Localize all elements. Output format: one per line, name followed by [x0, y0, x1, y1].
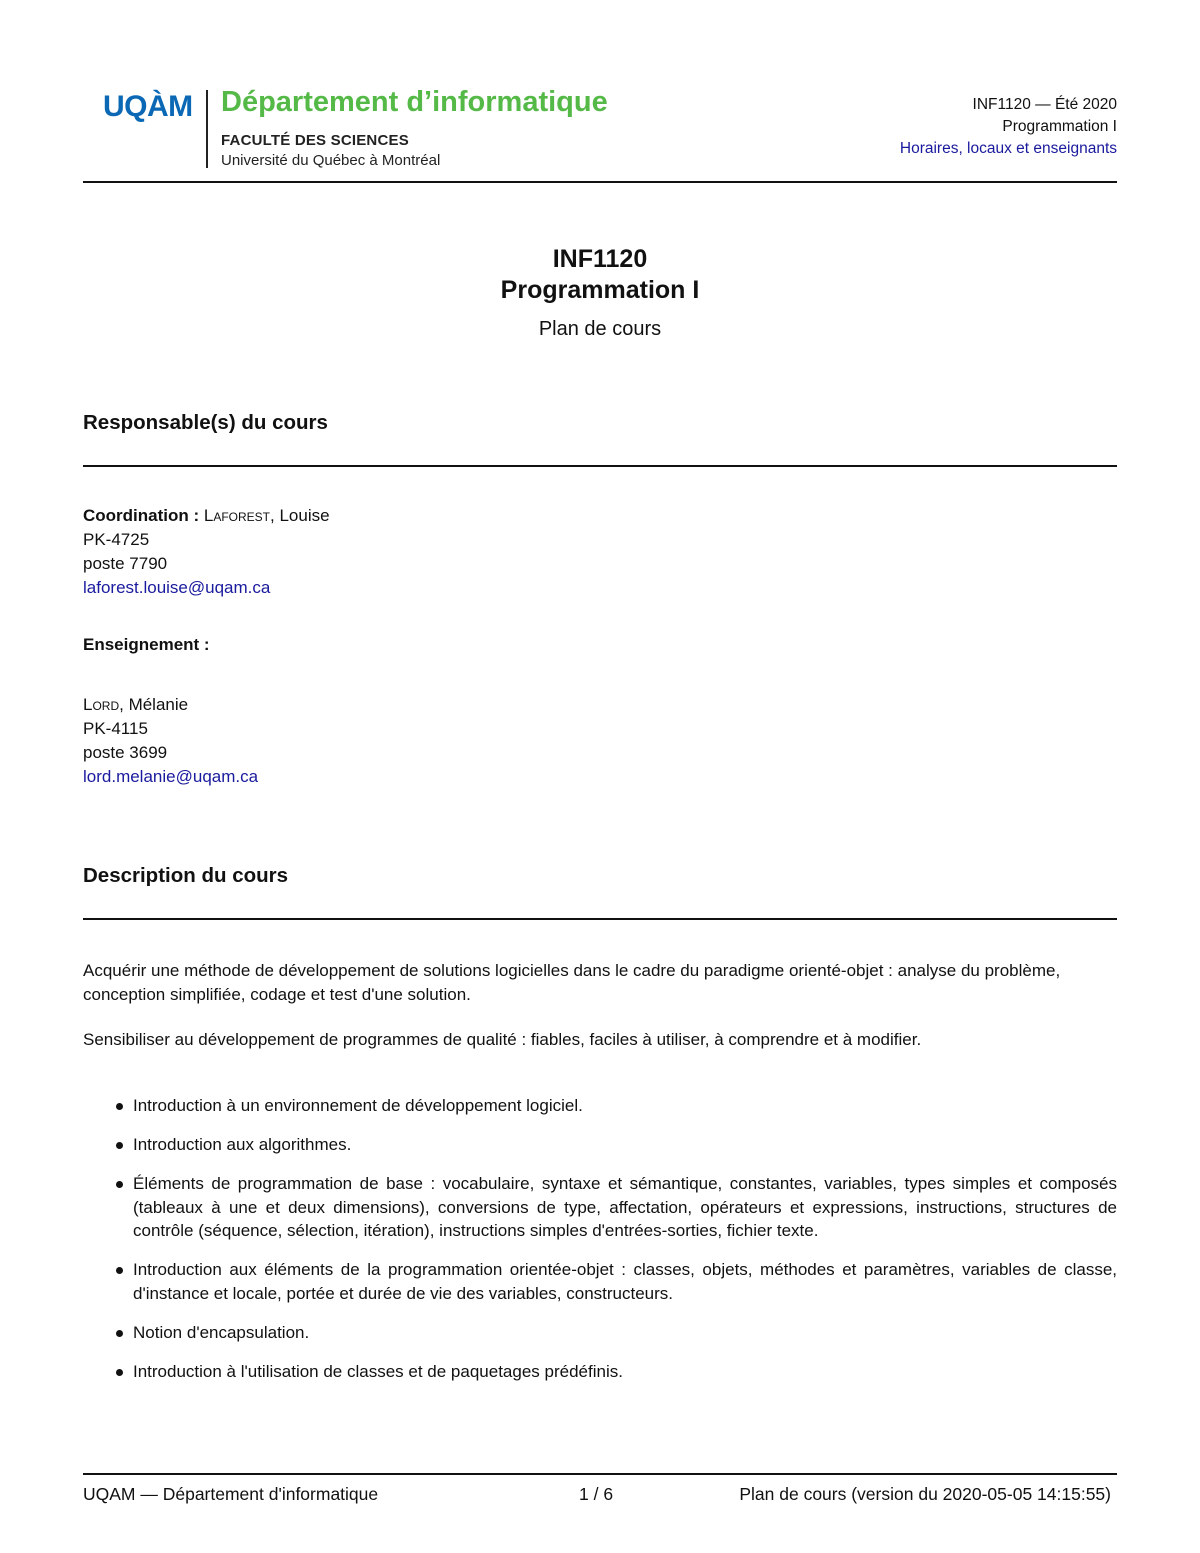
- university-name: Université du Québec à Montréal: [221, 152, 441, 169]
- description-paragraph: Sensibiliser au développement de programmes de qualité : fiables, faciles à utiliser, à comprendre et à modifier.: [83, 1030, 922, 1049]
- description-paragraph: Acquérir une méthode de développement de solutions logicielles dans le cadre du paradigme orienté-objet : analyse du problème, conception simplifiée, codage et test d'une solution.: [83, 961, 1061, 1004]
- schedule-link[interactable]: Horaires, locaux et enseignants: [899, 140, 1117, 157]
- section-divider: [83, 465, 1117, 467]
- bullet-icon: [116, 1369, 123, 1376]
- header-course-info: [900, 94, 1117, 160]
- list-item-text: Introduction à un environnement de développement logiciel.: [133, 1096, 583, 1115]
- coordination-first-name: , Louise: [270, 506, 330, 525]
- page-footer: [83, 1484, 1117, 1508]
- uqam-logo: UQÀM: [103, 90, 193, 123]
- enseignement-phone: poste 3699: [83, 743, 168, 762]
- course-name: Programmation I: [1002, 118, 1117, 135]
- enseignement-last-name: Lord: [83, 695, 120, 714]
- coordination-email-link[interactable]: laforest.louise@uqam.ca: [83, 578, 271, 597]
- list-item-text: Éléments de programmation de base : vocabulaire, syntaxe et sémantique, constantes, variables, types simples et composés (tableaux à une et deux dimensions), conversions de type, affectation, opérateurs et expressions, instructions, structures de contrôle (séquence, sélection, itération), instructions simples d'entrées-sorties, fichier texte.: [133, 1174, 1117, 1240]
- coordination-last-name: Laforest: [203, 506, 271, 525]
- list-item-text: Introduction à l'utilisation de classes et de paquetages prédéfinis.: [133, 1361, 623, 1381]
- list-item: [83, 1133, 1117, 1157]
- list-item: [83, 1258, 1117, 1305]
- enseignement-contact: [83, 693, 258, 789]
- list-item: [83, 1321, 1117, 1345]
- list-item-text: Introduction aux éléments de la programmation orientée-objet : classes, objets, méthodes et paramètres, variables de classe, d'instance et locale, portée et durée de vie des variables, constructeurs.: [133, 1260, 1117, 1303]
- logo-divider: [206, 90, 208, 168]
- header-divider: [83, 181, 1117, 183]
- list-item: [83, 1360, 1117, 1384]
- department-name: Département d’informatique: [221, 86, 608, 118]
- enseignement-label: Enseignement :: [83, 635, 210, 654]
- course-code-title: INF1120: [552, 245, 648, 273]
- section-heading-responsables: Responsable(s) du cours: [83, 411, 328, 434]
- bullet-icon: [116, 1142, 123, 1149]
- section-divider: [83, 918, 1117, 920]
- description-list: [83, 1094, 1117, 1399]
- document-subtitle: Plan de cours: [538, 318, 662, 340]
- list-item-text: Introduction aux algorithmes.: [133, 1135, 352, 1154]
- coordination-label: Coordination :: [83, 506, 200, 525]
- bullet-icon: [116, 1330, 123, 1337]
- coordination-phone: poste 7790: [83, 554, 168, 573]
- coordination-office: PK-4725: [83, 530, 150, 549]
- document-title: [83, 244, 1117, 341]
- footer-version: Plan de cours (version du 2020-05-05 14:15:55): [739, 1484, 1111, 1504]
- enseignement-office: PK-4115: [83, 719, 148, 738]
- page-header: [83, 84, 1117, 170]
- bullet-icon: [116, 1267, 123, 1274]
- faculty-name: FACULTÉ DES SCIENCES: [221, 132, 409, 149]
- bullet-icon: [116, 1103, 123, 1110]
- enseignement-email-link[interactable]: lord.melanie@uqam.ca: [83, 767, 259, 786]
- course-name-title: Programmation I: [500, 276, 700, 304]
- list-item: [83, 1172, 1117, 1243]
- document-page: [83, 0, 1117, 1553]
- coordination-contact: [83, 504, 330, 600]
- footer-department: UQAM — Département d'informatique: [83, 1484, 379, 1504]
- course-term: INF1120 — Été 2020: [972, 96, 1117, 113]
- footer-divider: [83, 1473, 1117, 1475]
- enseignement-first-name: , Mélanie: [119, 695, 189, 714]
- section-heading-description: Description du cours: [83, 864, 289, 887]
- list-item-text: Notion d'encapsulation.: [133, 1322, 310, 1342]
- list-item: [83, 1094, 1117, 1118]
- enseignement-label-block: [83, 633, 210, 657]
- bullet-icon: [116, 1181, 123, 1188]
- page-number: 1 / 6: [579, 1484, 614, 1504]
